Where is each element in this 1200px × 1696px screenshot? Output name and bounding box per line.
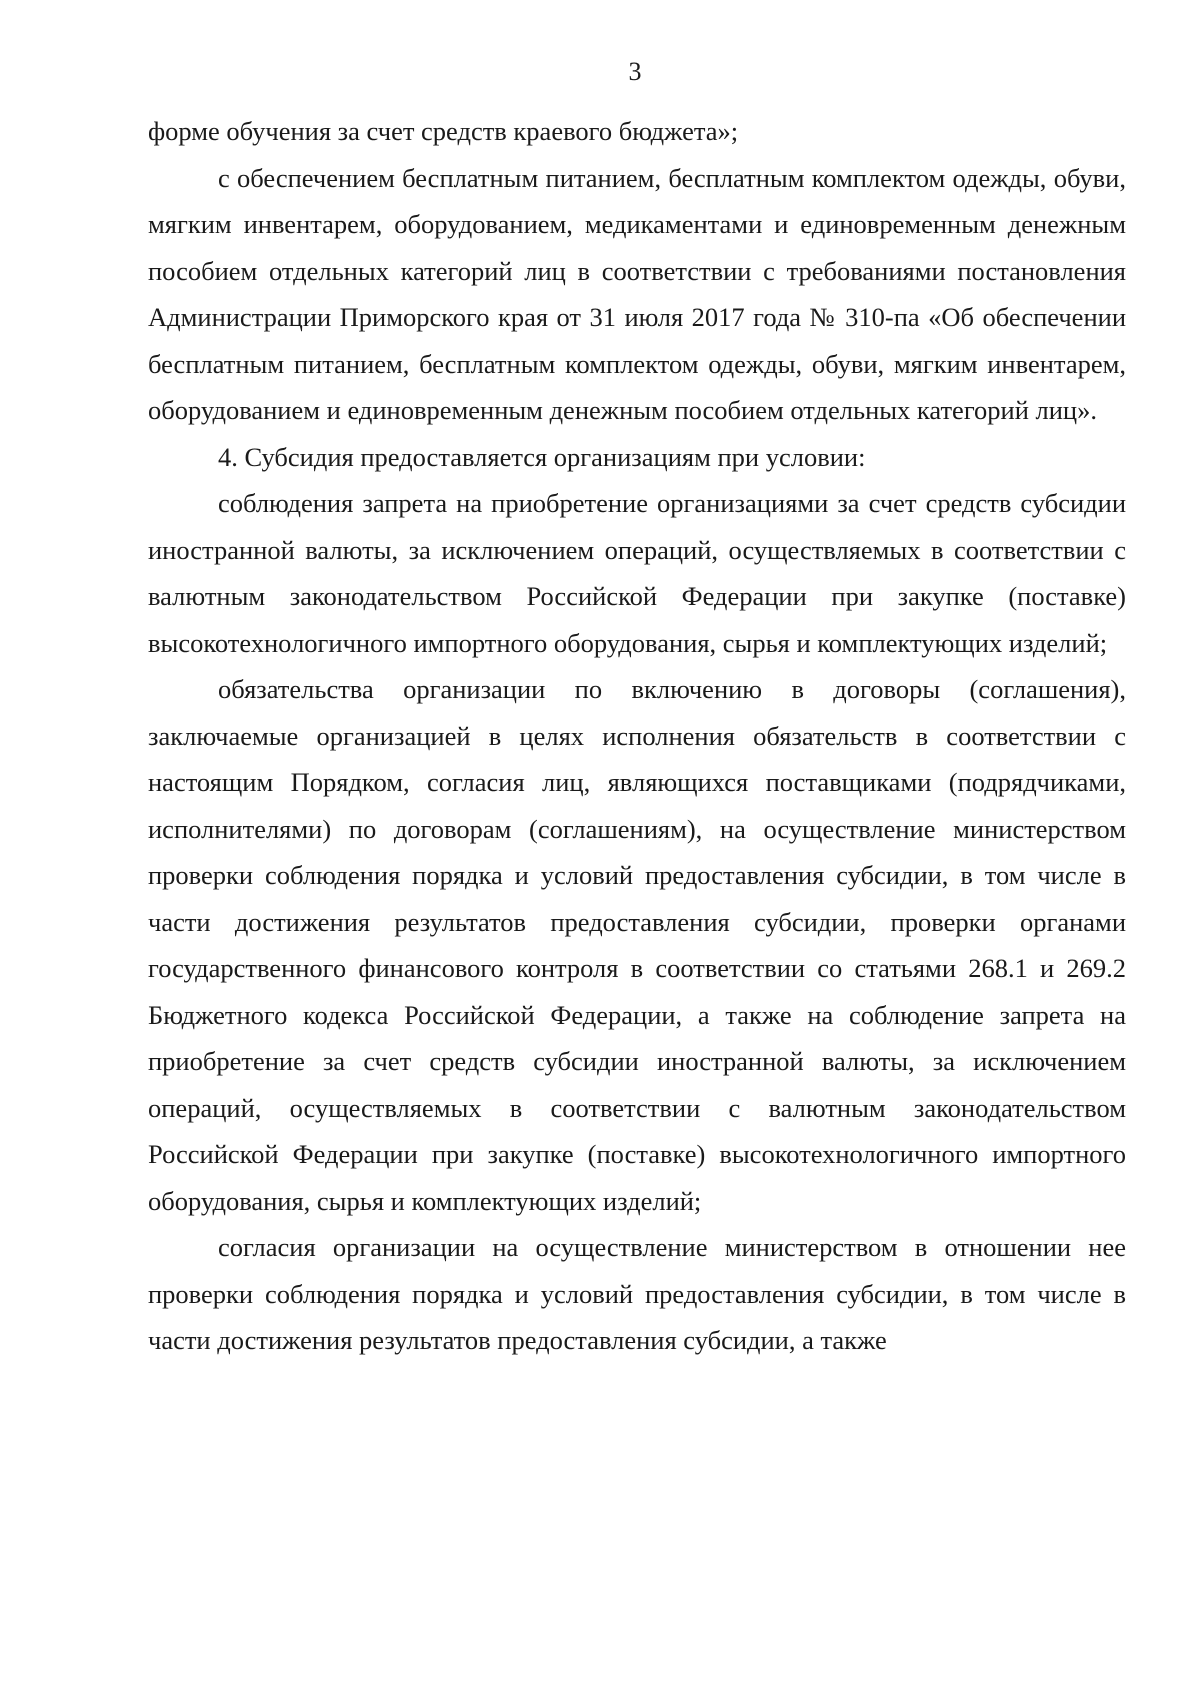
paragraph-contract-obligation: обязательства организации по включению в договоры (соглашения), заключаемые организацией в целях исполнения обязательств в соответствии с настоящим Порядком, согласия лиц, являющихся поставщиками (подрядчиками, исполнителями) по договорам (соглашениям), на осуществление министерством проверки соблюдения порядка и условий предоставления субсидии, в том числе в части достижения результатов предоставления субсидии, проверки органами государственного финансового контроля в соответствии со статьями 268.1 и 269.2 Бюджетного кодекса Российской Федерации, а также на соблюдение запрета на приобретение за счет средств субсидии иностранной валюты, за исключением операций, осуществляемых в соответствии с валютным законодательством Российской Федерации при закупке (поставке) высокотехнологичного импортного оборудования, сырья и комплектующих изделий; xyxy=(148,674,1126,1216)
paragraph-provision-of-meals: с обеспечением бесплатным питанием, бесплатным комплектом одежды, обуви, мягким инвентарем, оборудованием, медикаментами и единовременным денежным пособием отдельных категорий лиц в соответствии с требованиями постановления Администрации Приморского края от 31 июля 2017 года № 310-па «Об обеспечении бесплатным питанием, бесплатным комплектом одежды, обуви, мягким инвентарем, оборудованием и единовременным денежным пособием отдельных категорий лиц». xyxy=(148,162,1126,425)
paragraph-inspection-consent: согласия организации на осуществление министерством в отношении нее проверки соблюдения порядка и условий предоставления субсидии, в том числе в части достижения результатов предоставления субсидии, а также xyxy=(148,1232,1126,1355)
paragraph-continuation: форме обучения за счет средств краевого бюджета»; xyxy=(148,116,739,146)
paragraph-currency-ban: соблюдения запрета на приобретение организациями за счет средств субсидии иностранной валюты, за исключением операций, осуществляемых в соответствии с валютным законодательством Российской Федерации при закупке (поставке) высокотехнологичного импортного оборудования, сырья и комплектующих изделий; xyxy=(148,488,1126,658)
document-body xyxy=(148,108,1126,1364)
page-number: 3 xyxy=(628,57,642,86)
paragraph-section-4-heading: 4. Субсидия предоставляется организациям при условии: xyxy=(218,441,866,472)
